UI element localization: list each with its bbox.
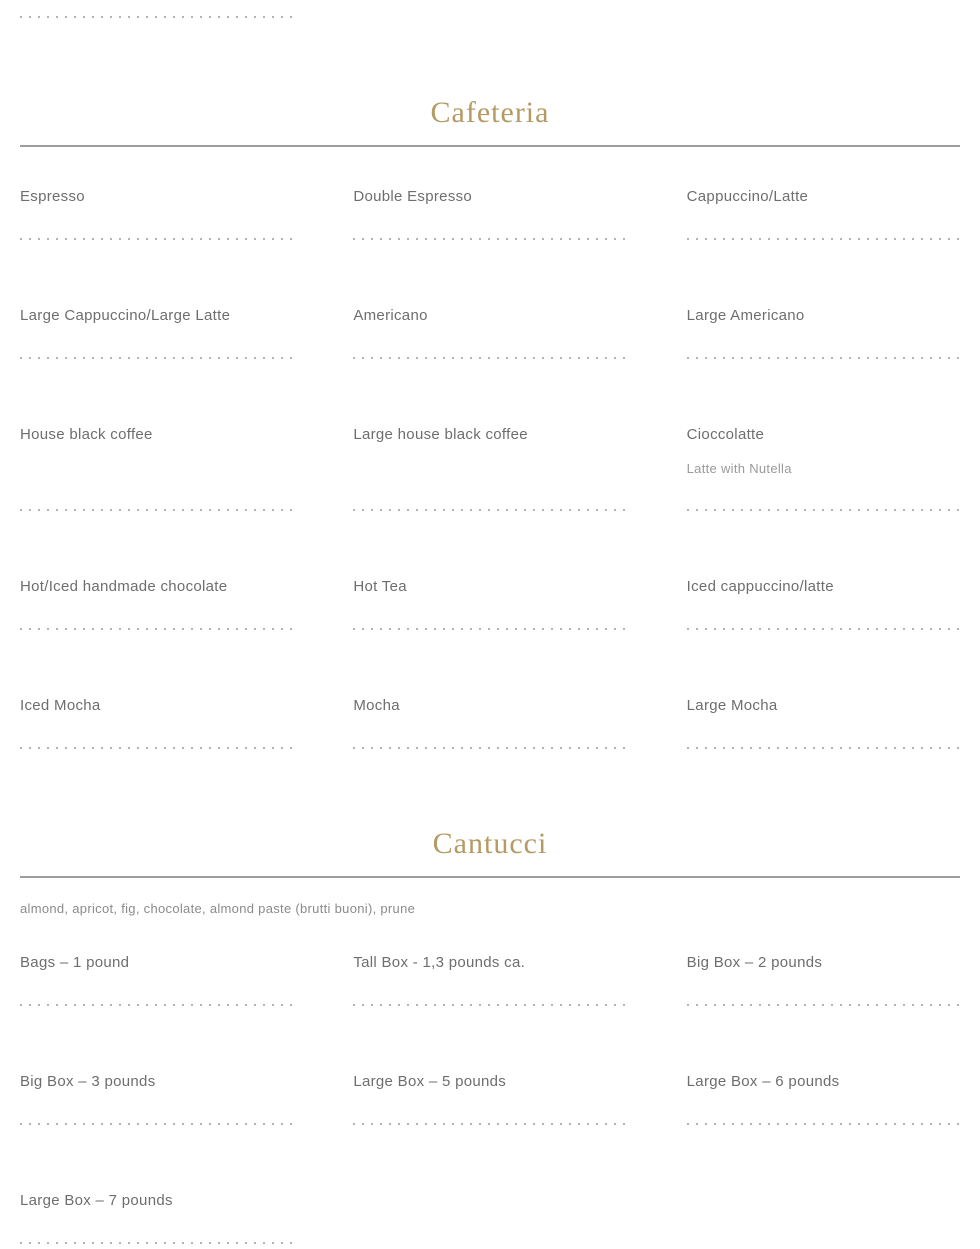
dotted-price-line <box>20 238 293 240</box>
menu-item-text <box>353 953 626 972</box>
section-description: almond, apricot, fig, chocolate, almond paste (brutti buoni), prune <box>20 901 416 916</box>
dotted-price-line <box>20 1123 293 1125</box>
menu-item-name: Espresso <box>20 188 85 205</box>
menu-item <box>20 187 293 240</box>
dotted-price-line <box>353 628 626 630</box>
menu-item <box>20 1072 293 1125</box>
menu-item <box>687 696 960 749</box>
dotted-price-line <box>687 628 960 630</box>
dotted-price-line <box>687 1123 960 1125</box>
menu-item-name: Big Box – 2 pounds <box>686 954 823 971</box>
dotted-price-line <box>687 1004 960 1006</box>
menu-grid <box>20 187 960 749</box>
menu-item-description: Latte with Nutella <box>686 461 792 476</box>
menu-item-text <box>353 696 626 715</box>
menu-item-name: Large Box – 7 pounds <box>20 1192 173 1209</box>
menu-item-text <box>353 187 626 206</box>
menu-item <box>687 1072 960 1125</box>
dotted-price-line <box>687 357 960 359</box>
menu-item-name: Double Espresso <box>353 188 473 205</box>
dotted-price-line <box>353 1004 626 1006</box>
dotted-price-line <box>687 747 960 749</box>
menu-sections <box>20 98 960 1244</box>
menu-item-name: Tall Box - 1,3 pounds ca. <box>353 954 526 971</box>
menu-item-text <box>687 953 960 972</box>
dotted-price-line <box>353 1123 626 1125</box>
menu-item <box>353 1072 626 1125</box>
menu-item <box>687 953 960 1006</box>
menu-item <box>20 425 293 511</box>
menu-item-name: Bags – 1 pound <box>20 954 130 971</box>
menu-item-name: Hot Tea <box>353 578 407 595</box>
menu-page <box>0 16 980 1249</box>
menu-item-text <box>20 953 293 972</box>
menu-item-text <box>353 306 626 325</box>
menu-item-name: Iced cappuccino/latte <box>686 578 834 595</box>
menu-item-text <box>687 1072 960 1091</box>
menu-item <box>20 577 293 630</box>
menu-item-name: Large Mocha <box>686 697 778 714</box>
menu-item-text <box>20 306 293 325</box>
dotted-price-line <box>20 1242 293 1244</box>
menu-item-text <box>20 1191 293 1210</box>
menu-item-text <box>687 425 960 477</box>
dotted-price-line <box>20 628 293 630</box>
menu-item <box>20 696 293 749</box>
menu-item-text <box>687 577 960 596</box>
dotted-price-line <box>20 357 293 359</box>
dotted-price-line <box>353 238 626 240</box>
menu-item-text <box>353 425 626 444</box>
section-title: Cafeteria <box>430 96 550 129</box>
dotted-price-line <box>353 357 626 359</box>
menu-item-name: Large Americano <box>686 307 805 324</box>
menu-item <box>353 696 626 749</box>
menu-item-name: Americano <box>353 307 428 324</box>
menu-item <box>687 425 960 511</box>
dotted-price-line <box>20 509 293 511</box>
menu-item-name: Large Cappuccino/Large Latte <box>20 307 231 324</box>
menu-item <box>353 953 626 1006</box>
dotted-price-line <box>687 509 960 511</box>
menu-item-name: Hot/Iced handmade chocolate <box>20 578 228 595</box>
dotted-price-line <box>687 238 960 240</box>
menu-item-text <box>687 306 960 325</box>
menu-item-text <box>20 1072 293 1091</box>
menu-item-text <box>353 1072 626 1091</box>
menu-section <box>20 98 960 749</box>
menu-item <box>353 306 626 359</box>
menu-item <box>20 1191 293 1244</box>
dotted-price-line <box>353 747 626 749</box>
menu-item-text <box>20 577 293 596</box>
partial-item-dots <box>20 16 294 18</box>
dotted-price-line <box>353 509 626 511</box>
menu-item <box>687 187 960 240</box>
menu-item-text <box>20 696 293 715</box>
menu-grid <box>20 953 960 1244</box>
menu-section <box>20 829 960 1244</box>
menu-item-text <box>20 187 293 206</box>
dotted-price-line <box>20 1004 293 1006</box>
menu-item <box>20 953 293 1006</box>
dotted-price-line <box>20 747 293 749</box>
section-title: Cantucci <box>432 827 548 860</box>
menu-item-name: Cappuccino/Latte <box>686 188 809 205</box>
menu-item <box>353 425 626 511</box>
menu-item-text <box>353 577 626 596</box>
menu-item <box>687 577 960 630</box>
menu-item-name: Cioccolatte <box>686 426 765 443</box>
menu-item <box>20 306 293 359</box>
menu-item-name: Large Box – 5 pounds <box>353 1073 507 1090</box>
menu-item-name: Large Box – 6 pounds <box>686 1073 840 1090</box>
section-divider <box>20 145 960 147</box>
menu-item-name: Iced Mocha <box>20 697 101 714</box>
menu-item-name: House black coffee <box>20 426 153 443</box>
menu-item-text <box>20 425 293 444</box>
menu-item-name: Large house black coffee <box>353 426 528 443</box>
menu-item-name: Mocha <box>353 697 400 714</box>
menu-item <box>687 306 960 359</box>
menu-item-text <box>687 187 960 206</box>
section-divider <box>20 876 960 878</box>
menu-item-text <box>687 696 960 715</box>
menu-item <box>353 577 626 630</box>
menu-item <box>353 187 626 240</box>
menu-item-name: Big Box – 3 pounds <box>20 1073 156 1090</box>
